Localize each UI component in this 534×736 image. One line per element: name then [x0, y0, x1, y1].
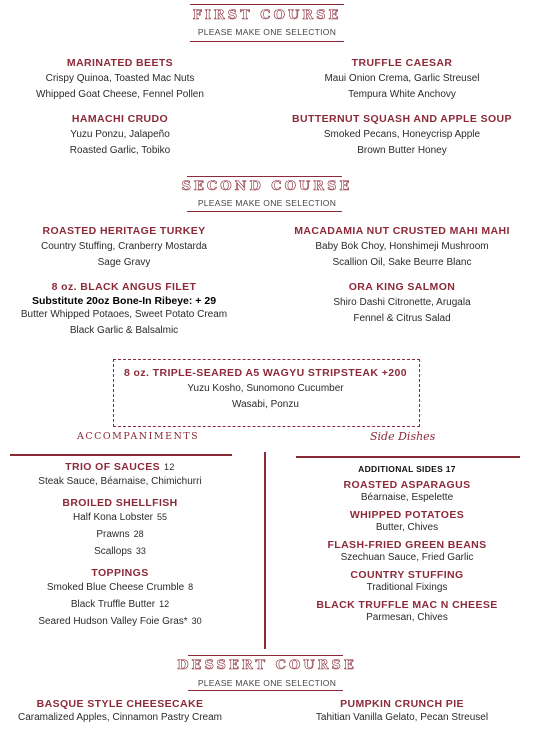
dish-desc: Sage Gravy: [97, 257, 151, 268]
side-dish-desc: Szechuan Sauce, Fried Garlic: [340, 552, 474, 563]
additional-sides-label: ADDITIONAL SIDES 17: [358, 464, 456, 474]
accompaniment-item: Smoked Blue Cheese Crumble 8: [46, 582, 194, 593]
accompaniment-item: Seared Hudson Valley Foie Gras* 30: [38, 616, 202, 627]
accompaniments-rule: [10, 454, 232, 456]
accompaniment-item: Half Kona Lobster 55: [72, 512, 168, 523]
second-course-title: SECOND COURSE: [181, 179, 353, 194]
side-dish-name: COUNTRY STUFFING: [350, 569, 464, 581]
dish-desc: Tempura White Anchovy: [348, 89, 456, 100]
accompaniments-heading: ACCOMPANIMENTS: [77, 431, 200, 442]
dish-name: BASQUE STYLE CHEESECAKE: [36, 698, 204, 710]
dish-name: HAMACHI CRUDO: [71, 113, 169, 125]
accompaniment-group-name: BROILED SHELLFISH: [62, 497, 178, 509]
dish-name: PUMPKIN CRUNCH PIE: [340, 698, 464, 710]
dish-desc: Maui Onion Crema, Garlic Streusel: [324, 73, 480, 84]
side-dish-name: FLASH-FRIED GREEN BEANS: [327, 539, 487, 551]
dish-desc: Yuzu Ponzu, Jalapeño: [70, 129, 170, 140]
price: 28: [133, 529, 144, 539]
first-course-note: PLEASE MAKE ONE SELECTION: [197, 27, 337, 37]
side-dish-desc: Traditional Fixings: [366, 582, 448, 593]
wagyu-feature: [113, 367, 418, 413]
dish-desc: Roasted Garlic, Tobiko: [69, 145, 171, 156]
accompaniments-list: [0, 461, 240, 630]
dish-desc: Scallion Oil, Sake Beurre Blanc: [332, 257, 472, 268]
price: 30: [191, 616, 202, 626]
dish-name: MACADAMIA NUT CRUSTED MAHI MAHI: [294, 225, 510, 237]
dish-desc: Yuzu Kosho, Sunomono Cucumber: [187, 383, 344, 394]
dish-name: MARINATED BEETS: [66, 57, 174, 69]
price: 17: [445, 464, 456, 474]
dish-name: ROASTED HERITAGE TURKEY: [42, 225, 206, 237]
accompaniment-item: Prawns 28: [96, 529, 144, 540]
dish-desc: Fennel & Citrus Salad: [353, 313, 451, 324]
price: 33: [135, 546, 146, 556]
dessert-left: [0, 698, 240, 726]
side-dish-desc: Butter, Chives: [375, 522, 439, 533]
column-divider: [264, 452, 266, 649]
accompaniment-item: Steak Sauce, Béarnaise, Chimichurri: [38, 476, 202, 487]
dessert-course-note: PLEASE MAKE ONE SELECTION: [197, 678, 337, 688]
accompaniment-item: Black Truffle Butter 12: [70, 599, 170, 610]
dish-name: 8 oz. TRIPLE-SEARED A5 WAGYU STRIPSTEAK +200: [124, 367, 407, 379]
dish-desc: Whipped Goat Cheese, Fennel Pollen: [36, 89, 204, 100]
first-course-right: [270, 57, 534, 159]
dessert-course-title: DESSERT COURSE: [177, 658, 357, 673]
dish-name: ORA KING SALMON: [348, 281, 456, 293]
side-dishes-list: [280, 464, 534, 624]
accompaniment-group-name: TRIO OF SAUCES 12: [65, 461, 175, 473]
accompaniment-group-name: TOPPINGS: [91, 567, 149, 579]
price: 12: [159, 599, 170, 609]
dish-desc: Black Garlic & Balsalmic: [69, 325, 179, 336]
side-dish-desc: Béarnaise, Espelette: [360, 492, 454, 503]
side-dish-desc: Parmesan, Chives: [366, 612, 448, 623]
dish-desc: Wasabi, Ponzu: [232, 399, 299, 410]
dessert-right: [270, 698, 534, 726]
dish-desc: Shiro Dashi Citronette, Arugala: [333, 297, 471, 308]
side-dish-name: ROASTED ASPARAGUS: [343, 479, 471, 491]
dish-desc: Country Stuffing, Cranberry Mostarda: [40, 241, 207, 252]
second-course-left: [4, 225, 244, 339]
dish-name: 8 oz. BLACK ANGUS FILET: [51, 281, 197, 293]
second-course-right: [270, 225, 534, 327]
price: 12: [164, 462, 175, 472]
side-dish-name: WHIPPED POTATOES: [349, 509, 465, 521]
side-dishes-rule: [296, 456, 520, 458]
dish-desc: Caramalized Apples, Cinnamon Pastry Cream: [18, 712, 222, 723]
first-course-title: FIRST COURSE: [192, 8, 342, 23]
side-dish-name: BLACK TRUFFLE MAC N CHEESE: [316, 599, 498, 611]
first-course-left: [0, 57, 240, 159]
ribeye-substitute-note: Substitute 20oz Bone-In Ribeye: + 29: [31, 295, 217, 307]
side-dishes-heading: Side Dishes: [370, 430, 436, 443]
dish-desc: Crispy Quinoa, Toasted Mac Nuts: [45, 73, 195, 84]
dish-desc: Butter Whipped Potaoes, Sweet Potato Cream: [20, 309, 228, 320]
dish-desc: Smoked Pecans, Honeycrisp Apple: [323, 129, 481, 140]
accompaniment-item: Scallops 33: [94, 546, 146, 557]
dish-desc: Tahitian Vanilla Gelato, Pecan Streusel: [315, 712, 489, 723]
second-course-note: PLEASE MAKE ONE SELECTION: [197, 198, 337, 208]
dish-desc: Brown Butter Honey: [357, 145, 447, 156]
dish-name: BUTTERNUT SQUASH AND APPLE SOUP: [292, 113, 512, 125]
price: 8: [188, 582, 194, 592]
dish-desc: Baby Bok Choy, Honshimeji Mushroom: [315, 241, 489, 252]
price: 55: [157, 512, 168, 522]
dish-name: TRUFFLE CAESAR: [351, 57, 453, 69]
